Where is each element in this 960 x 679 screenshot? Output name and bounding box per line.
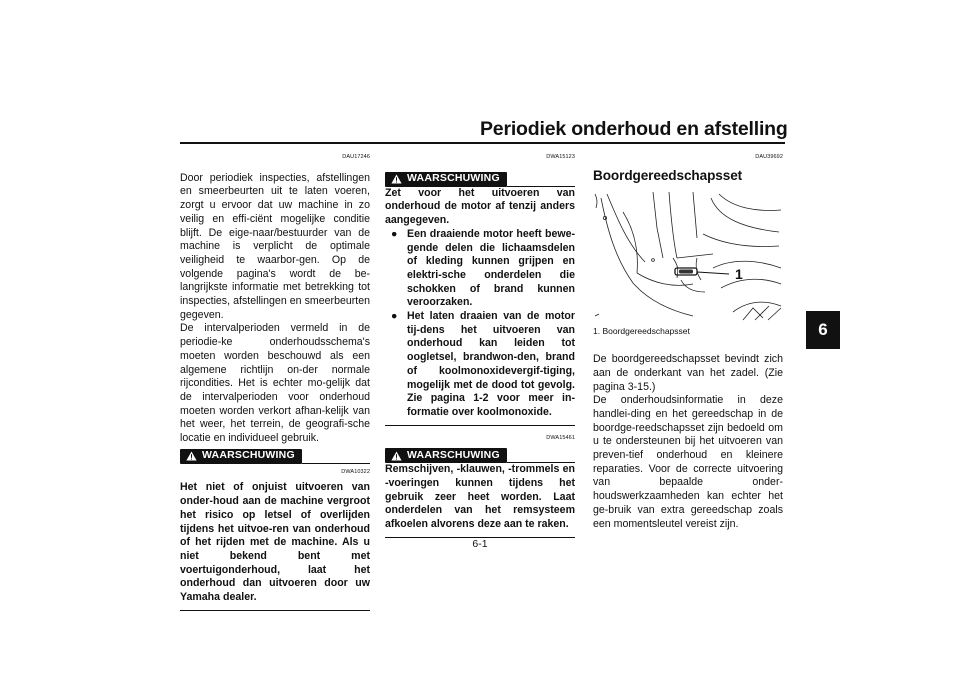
header-rule (180, 142, 785, 144)
doc-code: DAU39692 (755, 154, 783, 160)
warning1-end-rule (385, 425, 575, 426)
toolkit-purpose-paragraph: De onderhoudsinformatie in deze handlei-ding en het gereedschap in de boordge-reedschapsset zijn bedoeld om u te ondersteunen bij het uitvoeren van preven-tief onderhoud en kleinere reparaties. Voor de correcte uitvoering van bepaalde onder-houdswerkzaamheden kan echter het ge-bruik van extra gereedschap zoals een momentsleutel vereist zijn. (593, 394, 783, 530)
warning1-label: WAARSCHUWING (407, 172, 500, 185)
warning-end-rule (180, 610, 370, 611)
warning-rule (302, 463, 370, 464)
chapter-tab: 6 (806, 311, 840, 349)
page-title: Periodiek onderhoud en afstelling (480, 118, 788, 140)
intro-paragraph: Door periodiek inspecties, afstellingen en smeerbeurten uit te laten voeren, zorgt u ervoor dat uw machine in zo veilig en effi-ciënt mogelijke conditie blijft. De eige-naar/bestuurder van de machine is verplicht de optimale veiligheid te waarbor-gen. Op de volgende pagina's wordt de be-langrijkste informatie met betrekking tot inspecties, afstellingen en smeerbeurten gegeven. (180, 171, 370, 321)
interval-paragraph: De intervalperioden vermeld in de periodie-ke onderhoudsschema's moeten worden beschouwd als een algemene richtlijn on-der normale rijcondities. Het is echter mo-gelijk dat de intervalperioden voor onderhoud moeten worden verkort afhan-kelijk van het weer, het terrein, de geografi-sche locatie en individueel gebruik. (180, 322, 370, 445)
warning-header (180, 449, 370, 464)
page-number: 6-1 (472, 538, 488, 550)
callout-number: 1 (735, 266, 743, 283)
bullet-text: Een draaiende motor heeft bewe-gende delen die lichaamsdelen of kleding kunnen grijpen en elektri-sche onderdelen die schokken of brand kunnen veroorzaken. (407, 227, 575, 309)
column-intro (180, 151, 370, 611)
warning-triangle-icon (186, 451, 197, 461)
doc-code: DAU17246 (342, 154, 370, 160)
bullet-text: Het laten draaien van de motor tij-dens het uitvoeren van onderhoud kan leiden tot oogletsel, brandwon-den, brand of koolmonoxidevergif-tiging, mogelijk met de dood tot gevolg. Zie pagina 1-2 voor meer in-formatie over koolmonoxide. (407, 310, 575, 418)
toolkit-illustration (593, 188, 783, 321)
bullet-dot: ● (391, 310, 398, 323)
list-item (390, 310, 575, 420)
warning1-bullets (385, 228, 575, 420)
column-warnings (385, 151, 575, 538)
list-item (390, 228, 575, 310)
section-heading: Boordgereedschapsset (593, 167, 743, 183)
figure-caption: 1. Boordgereedschapsset (593, 326, 690, 337)
warning2-text: Remschijven, -klauwen, -trommels en -voeringen kunnen tijdens het gebruik zeer heet worden. Laat onderdelen van het remsysteem afkoelen alvorens deze aan te raken. (385, 463, 575, 531)
toolkit-line-drawing (593, 188, 783, 321)
column-toolkit (593, 151, 783, 531)
toolkit-location-paragraph: De boordgereedschapsset bevindt zich aan de onderkant van het zadel. (Zie pagina 3-15.) (593, 353, 783, 393)
warning1-intro: Zet voor het uitvoeren van onderhoud de motor af tenzij anders aangegeven. (385, 186, 575, 227)
bullet-dot: ● (391, 227, 398, 240)
warning2-label: WAARSCHUWING (407, 449, 500, 461)
warning-triangle-icon (391, 451, 402, 461)
warning1-badge (385, 172, 507, 187)
warning2-header (385, 448, 575, 463)
warning-code: DWA10322 (341, 468, 370, 475)
warning2-code: DWA15461 (546, 434, 575, 441)
warning-triangle-icon (391, 174, 402, 184)
warning2-badge (385, 448, 507, 463)
warning1-code: DWA15123 (546, 154, 575, 160)
warning1-header (385, 172, 575, 187)
warning-badge (180, 449, 302, 464)
warning-text: Het niet of onjuist uitvoeren van onder-houd aan de machine vergroot het risico op letsel of overlijden tijdens het uitvoe-ren van onderhoud of het rijden met de machine. Als u niet bekend bent met voertuigonderhoud, laat het onderhoud dan uitvoeren door uw Yamaha dealer. (180, 481, 370, 604)
warning-label: WAARSCHUWING (202, 449, 295, 462)
